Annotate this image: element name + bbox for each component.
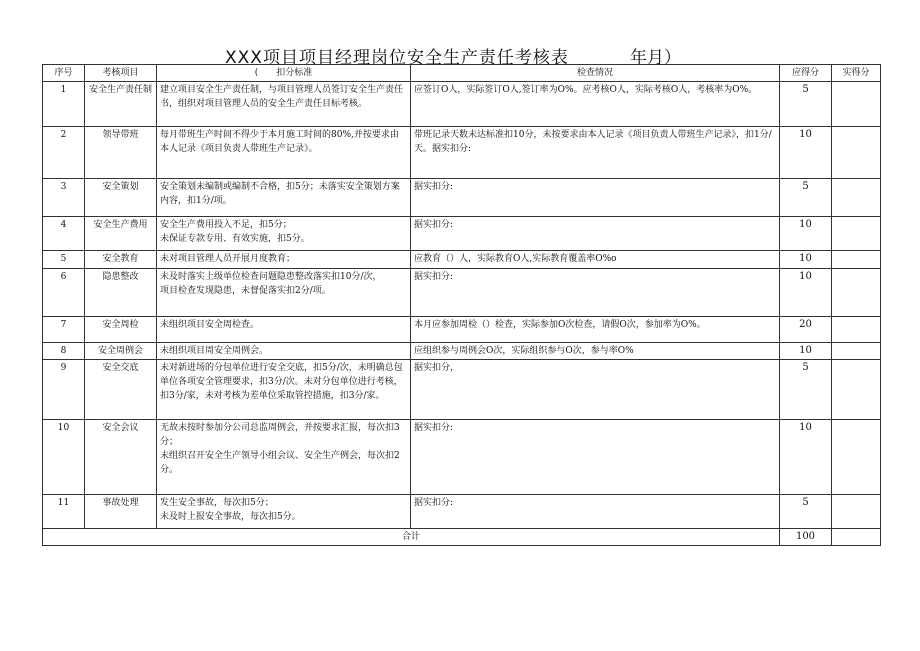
row-num: 5 bbox=[43, 251, 85, 269]
row-item: 安全会议 bbox=[85, 420, 157, 495]
row-num: 2 bbox=[43, 127, 85, 179]
row-check: 应组织参与周例会O次，实际组织参与O次，参与率O% bbox=[411, 343, 780, 360]
row-item: 安全生产责任制 bbox=[85, 82, 157, 127]
row-num: 7 bbox=[43, 317, 85, 343]
title-date-suffix: 年月） bbox=[630, 48, 681, 68]
row-actual bbox=[832, 360, 881, 420]
row-num: 10 bbox=[43, 420, 85, 495]
row-item: 安全策划 bbox=[85, 179, 157, 217]
row-score: 10 bbox=[780, 420, 832, 495]
table-row bbox=[43, 269, 881, 317]
row-check: 据实扣分: bbox=[411, 420, 780, 495]
row-score: 5 bbox=[780, 179, 832, 217]
row-standard: 安全生产费用投入不足，扣5分； 未保证专款专用、有效实施，扣5分。 bbox=[157, 217, 411, 251]
row-actual bbox=[832, 269, 881, 317]
row-actual bbox=[832, 251, 881, 269]
row-actual bbox=[832, 127, 881, 179]
row-num: 9 bbox=[43, 360, 85, 420]
row-item: 安全生产费用 bbox=[85, 217, 157, 251]
row-standard: 建立项目安全生产责任制，与项目管理人员签订安全生产责任书，组织对项目管理人员的安全生产责任目标考核。 bbox=[157, 82, 411, 127]
row-check: 应签订O人，实际签订O人,签订率为O%。应考核O人，实际考核O人，考核率为O%。 bbox=[411, 82, 780, 127]
row-score: 5 bbox=[780, 82, 832, 127]
total-row bbox=[43, 529, 881, 546]
row-score: 10 bbox=[780, 127, 832, 179]
row-score: 10 bbox=[780, 269, 832, 317]
row-item: 安全交底 bbox=[85, 360, 157, 420]
row-num: 3 bbox=[43, 179, 85, 217]
row-check: 据实扣分: bbox=[411, 217, 780, 251]
row-num: 1 bbox=[43, 82, 85, 127]
total-actual bbox=[832, 529, 881, 546]
row-check: 应教育（）人，实际教育O人,实际教育覆盖率O%o bbox=[411, 251, 780, 269]
header-score: 应得分 bbox=[780, 65, 832, 82]
row-item: 隐患整改 bbox=[85, 269, 157, 317]
table-header-row bbox=[43, 65, 881, 82]
row-item: 领导带班 bbox=[85, 127, 157, 179]
row-item: 事故处理 bbox=[85, 495, 157, 529]
total-score: 100 bbox=[780, 529, 832, 546]
table-row bbox=[43, 179, 881, 217]
table-row bbox=[43, 217, 881, 251]
header-check: 检查情况 bbox=[411, 65, 780, 82]
row-actual bbox=[832, 217, 881, 251]
row-num: 4 bbox=[43, 217, 85, 251]
table-row bbox=[43, 82, 881, 127]
row-check: 据实扣分: bbox=[411, 269, 780, 317]
table-row bbox=[43, 343, 881, 360]
row-actual bbox=[832, 343, 881, 360]
row-actual bbox=[832, 495, 881, 529]
row-item: 安全教育 bbox=[85, 251, 157, 269]
row-check: 据实扣分: bbox=[411, 179, 780, 217]
row-standard: 安全策划未编制或编制不合格，扣5分；未落实安全策划方案内容，扣1分/项。 bbox=[157, 179, 411, 217]
row-check: 据实扣分， bbox=[411, 360, 780, 420]
row-standard: 未对项目管理人员开展月度教育； bbox=[157, 251, 411, 269]
assessment-table bbox=[42, 64, 881, 546]
row-score: 10 bbox=[780, 217, 832, 251]
row-standard: 未组织项目安全周检查。 bbox=[157, 317, 411, 343]
table-row bbox=[43, 317, 881, 343]
row-standard: 未组织项目周安全周例会。 bbox=[157, 343, 411, 360]
row-actual bbox=[832, 179, 881, 217]
row-actual bbox=[832, 82, 881, 127]
row-num: 11 bbox=[43, 495, 85, 529]
page-title: XXX项目项目经理岗位安全生产责任考核表 bbox=[225, 48, 569, 68]
header-item: 考核项目 bbox=[85, 65, 157, 82]
header-standard: ( 扣分标准 bbox=[157, 65, 411, 82]
row-check: 据实扣分: bbox=[411, 495, 780, 529]
row-score: 5 bbox=[780, 360, 832, 420]
total-label: 合计 bbox=[43, 529, 780, 546]
header-num: 序号 bbox=[43, 65, 85, 82]
row-item: 安全周检 bbox=[85, 317, 157, 343]
row-actual bbox=[832, 420, 881, 495]
row-num: 6 bbox=[43, 269, 85, 317]
row-actual bbox=[832, 317, 881, 343]
row-num: 8 bbox=[43, 343, 85, 360]
row-standard: 无故未按时参加分公司总监周例会，并按要求汇报，每次扣3分； 未组织召开安全生产领导小组会议、安全生产例会，每次扣2分。 bbox=[157, 420, 411, 495]
row-score: 10 bbox=[780, 251, 832, 269]
table-row bbox=[43, 495, 881, 529]
row-score: 20 bbox=[780, 317, 832, 343]
table-row bbox=[43, 251, 881, 269]
row-standard: 未对新进场的分包单位进行安全交底，扣5分/次，未明确总包单位各项安全管理要求，扣3分/次。未对分包单位进行考核，扣3分/家，未对考核为差单位采取管控措施，扣3分/家。 bbox=[157, 360, 411, 420]
row-standard: 发生安全事故，每次扣5分； 未及时上报安全事故，每次扣5分。 bbox=[157, 495, 411, 529]
table-row bbox=[43, 420, 881, 495]
row-standard: 每月带班生产时间不得少于本月施工时间的80%,并按要求由本人记录《项目负责人带班生产记录》。 bbox=[157, 127, 411, 179]
row-check: 本月应参加周检（）检查，实际参加O次检查，请假O次，参加率为O%。 bbox=[411, 317, 780, 343]
row-standard: 未及时落实上级单位检查问题隐患整改落实扣10分/次， 项目检查发现隐患，未督促落实扣2分/项。 bbox=[157, 269, 411, 317]
row-check: 带班记录天数未达标准扣10分，未按要求由本人记录《项目负责人带班生产记录》，扣1分/天。据实扣分: bbox=[411, 127, 780, 179]
row-score: 5 bbox=[780, 495, 832, 529]
table-row bbox=[43, 127, 881, 179]
header-actual: 实得分 bbox=[832, 65, 881, 82]
table-row bbox=[43, 360, 881, 420]
row-item: 安全周例会 bbox=[85, 343, 157, 360]
row-score: 10 bbox=[780, 343, 832, 360]
